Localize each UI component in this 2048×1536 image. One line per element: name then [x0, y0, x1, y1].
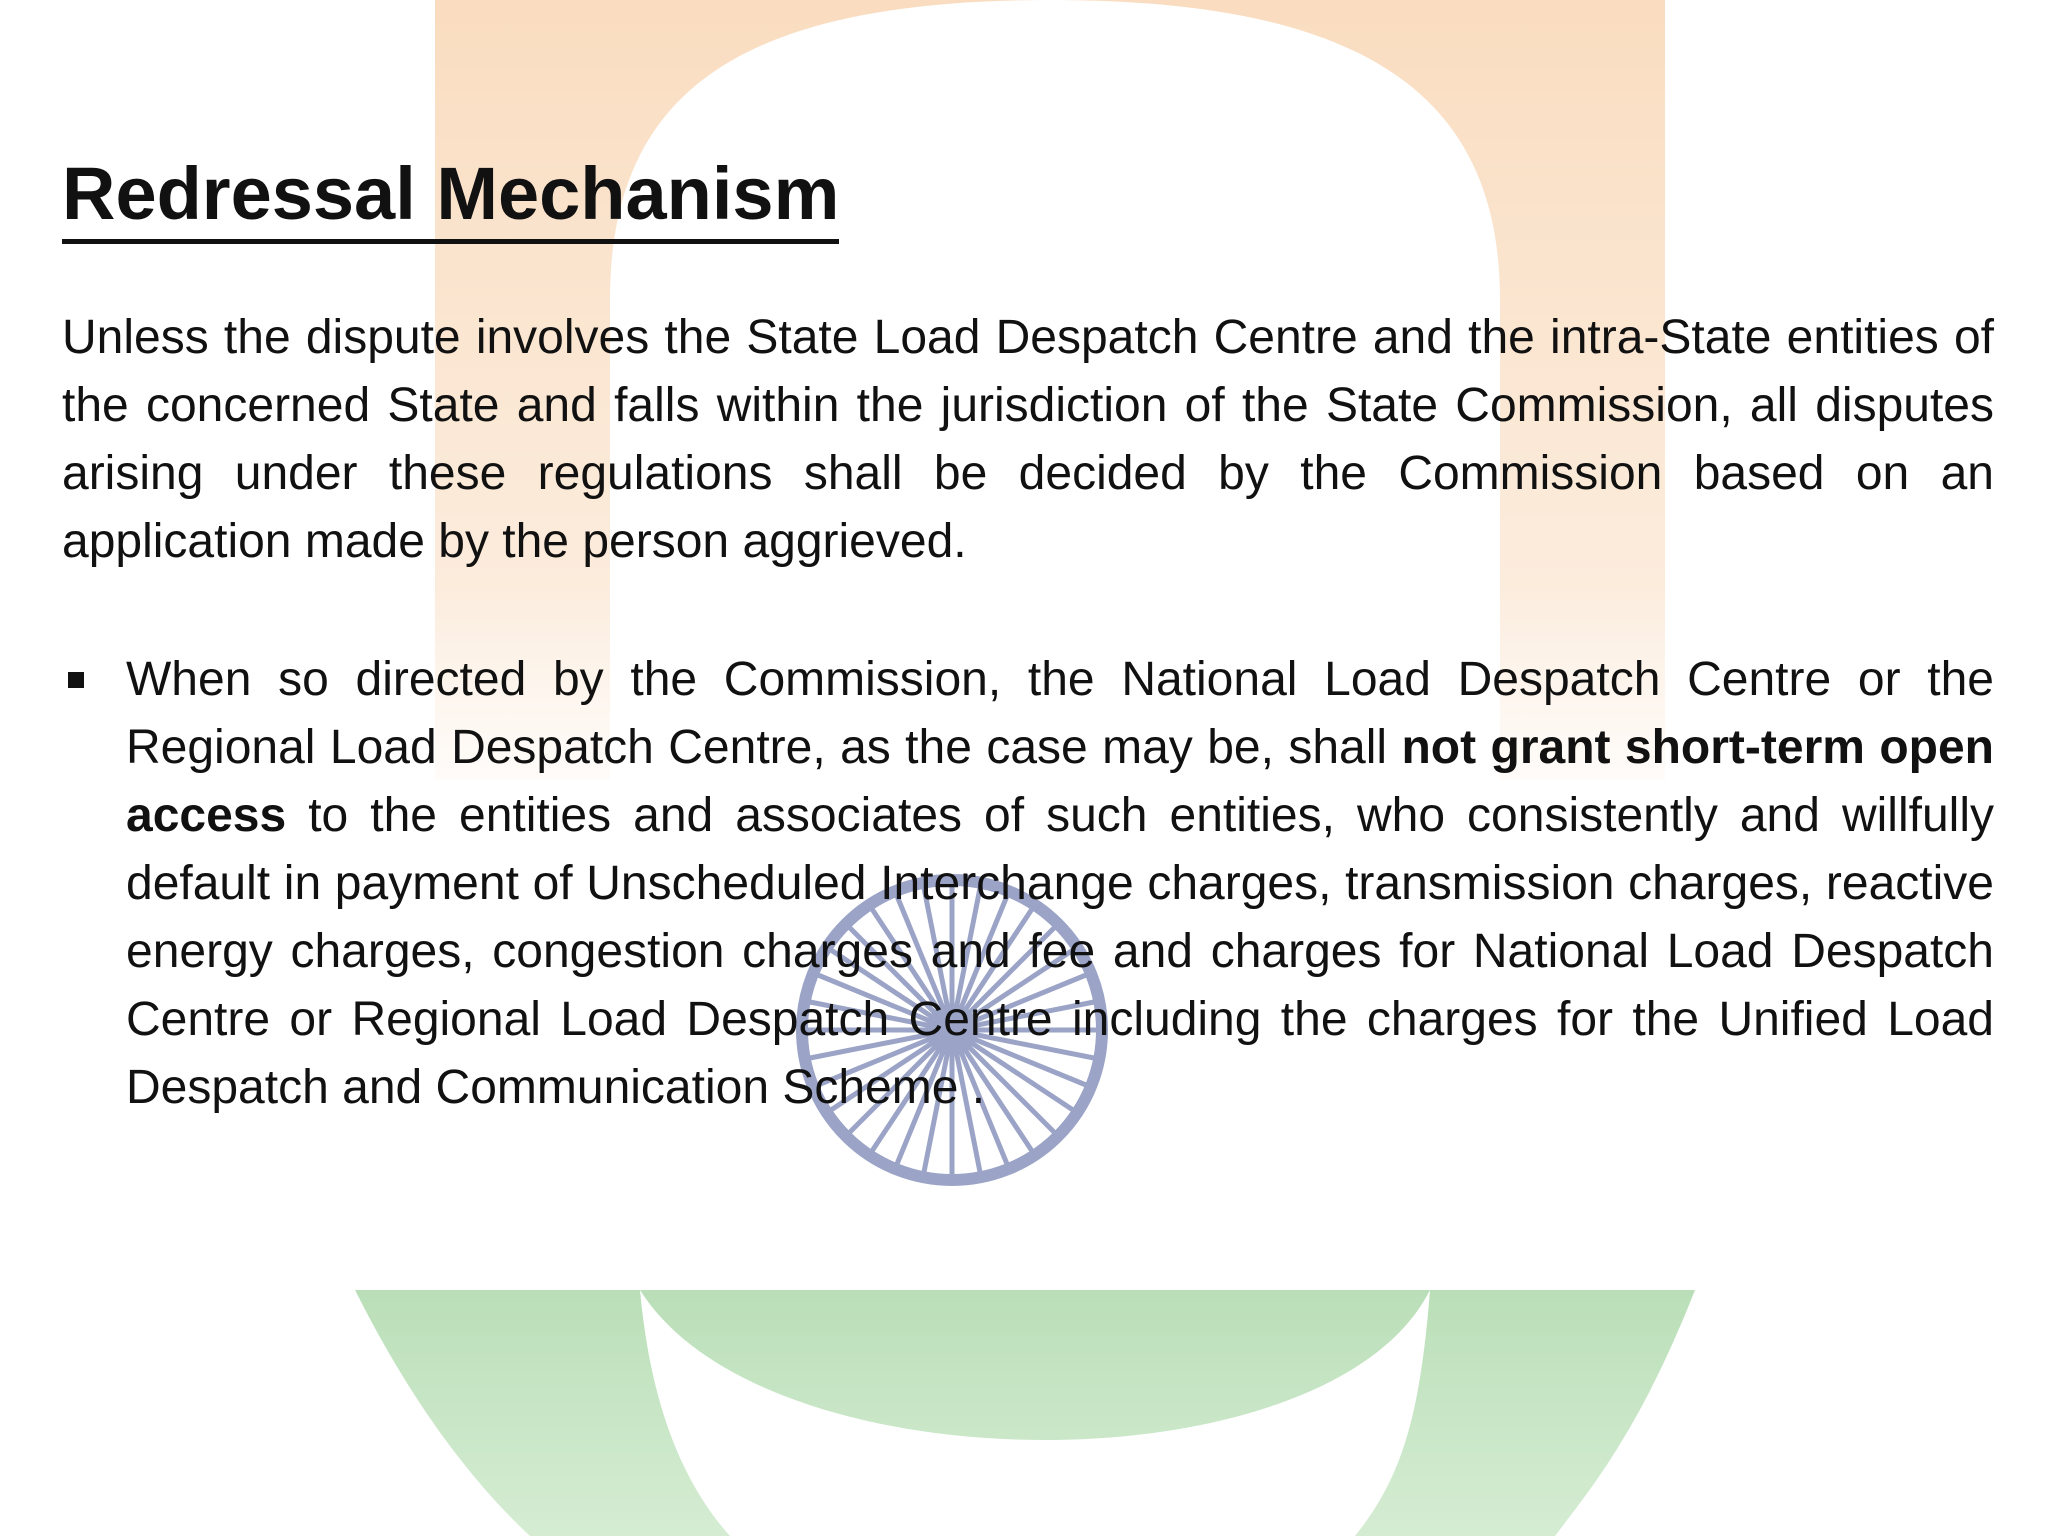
bullet-list [62, 646, 1994, 1122]
intro-paragraph: Unless the dispute involves the State Load Despatch Centre and the intra-State entities of the concerned State and falls within the jurisdiction of the State Commission, all disputes arising under these regulations shall be decided by the Commission based on an application made by the person aggrieved. [62, 310, 1994, 568]
slide-content [62, 150, 1994, 1122]
square-bullet-icon [68, 672, 84, 688]
list-item [62, 646, 1994, 1122]
bullet-text-after: to the entities and associates of such entities, who consistently and willfully default in payment of Unscheduled Interchange charges, transmission charges, reactive energy charges, congestion charges and fee and charges for National Load Despatch Centre or Regional Load Despatch Centre including the charges for the Unified Load Despatch and Communication Scheme . [126, 788, 1994, 1114]
green-arc [355, 1290, 1695, 1536]
bullet-text-emphasis: not grant short-term open access [126, 720, 1995, 842]
bullet-text-before: When so directed by the Commission, the National Load Despatch Centre or the Regional Load Despatch Centre, as the case may be, shall [126, 652, 1994, 774]
slide-title: Redressal Mechanism [62, 150, 839, 244]
